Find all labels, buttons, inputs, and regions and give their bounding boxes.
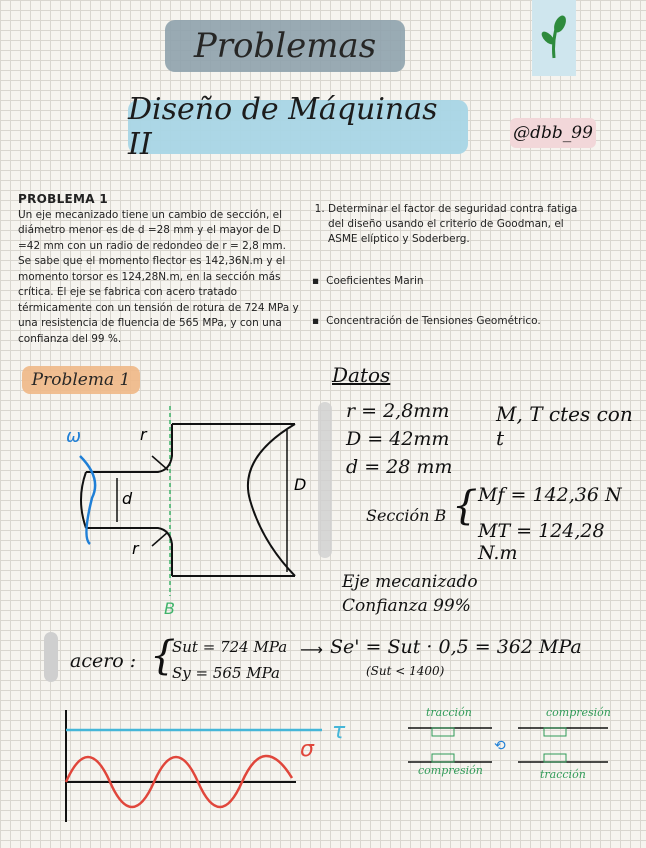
arrow-icon: ⟶ <box>300 640 323 659</box>
bullet-item: ▪ Concentración de Tensiones Geométrico. <box>312 315 541 327</box>
brace-icon: { <box>150 633 176 679</box>
shaft-diagram <box>40 398 320 618</box>
problem-statement <box>18 192 300 347</box>
element-box <box>432 728 454 736</box>
d-value: d = 28 mm <box>346 456 453 478</box>
shaft-outline <box>86 424 172 472</box>
d-label: d <box>122 489 133 508</box>
radius-pointer <box>152 456 168 470</box>
sy-value: Sy = 565 MPa <box>172 664 280 682</box>
compresion-label: compresión <box>418 764 483 777</box>
acero-bar <box>44 632 58 682</box>
r-label: r <box>140 425 147 444</box>
r-label: r <box>132 539 139 558</box>
confianza-note: Confianza 99% <box>342 596 471 616</box>
datos-bar <box>318 402 332 558</box>
B-label: B <box>164 599 175 618</box>
r-value: r = 2,8mm <box>346 400 450 422</box>
traccion-label: tracción <box>426 706 472 719</box>
stress-graph <box>56 706 356 826</box>
break-line <box>248 424 295 576</box>
acero-label: acero : <box>70 650 137 672</box>
break-line <box>81 472 86 528</box>
rotation-arrow <box>80 456 95 544</box>
leaf-tab <box>532 0 576 76</box>
problem-text: Un eje mecanizado tiene un cambio de sección, el diámetro menor es de d =28 mm y el mayor de D =42 mm con un radio de redondeo de r = 2,8 mm. Se sabe que el momento flector es 142,36N.m y el momento torsor es 124,28N.m, en la sección más crítica. El eje se fabrica con acero tratado térmicamente con un tensión de rotura de 724 MPa y una resistencia de fluencia de 565 MPa, y con una confianza del 99 %. <box>18 208 299 345</box>
omega-label: ω <box>66 426 82 447</box>
eje-note: Eje mecanizado <box>342 572 478 592</box>
element-box <box>544 728 566 736</box>
tau-label: τ <box>332 719 346 744</box>
traccion-label: tracción <box>540 768 586 781</box>
mf-value: Mf = 142,36 N <box>478 484 622 506</box>
task-list <box>312 202 582 247</box>
bullet-item: ▪ Coeficientes Marin <box>312 275 424 287</box>
swap-icon: ⟲ <box>494 738 506 754</box>
section-label: Sección B <box>366 506 447 525</box>
mt-value: MT = 124,28 N.m <box>478 520 605 564</box>
task-item: 1. Determinar el factor de seguridad contra fatiga del diseño usando el criterio de Goodman, el ASME elíptico y Soderberg. <box>328 202 582 247</box>
problem-heading: PROBLEMA 1 <box>18 192 108 206</box>
se-formula: Se' = Sut · 0,5 = 362 MPa <box>330 636 582 658</box>
author-handle: @dbb_99 <box>510 118 596 148</box>
radius-pointer <box>152 532 168 546</box>
sut-value: Sut = 724 MPa <box>172 638 288 656</box>
compresion-label: compresión <box>546 706 611 719</box>
course-subtitle: Diseño de Máquinas II <box>128 100 468 154</box>
D-value: D = 42mm <box>346 428 450 450</box>
brace-icon: { <box>452 483 478 529</box>
constant-note: M, T ctes con t <box>496 402 633 450</box>
problem-tag: Problema 1 <box>22 366 140 394</box>
element-box <box>544 754 566 762</box>
datos-title: Datos <box>332 363 391 387</box>
leaf-icon <box>532 0 576 76</box>
sut-condition: (Sut < 1400) <box>366 664 445 678</box>
D-label: D <box>294 475 307 494</box>
shaft-outline <box>86 528 172 576</box>
element-box <box>432 754 454 762</box>
sigma-label: σ <box>300 737 314 762</box>
page-title: Problemas <box>165 20 405 72</box>
